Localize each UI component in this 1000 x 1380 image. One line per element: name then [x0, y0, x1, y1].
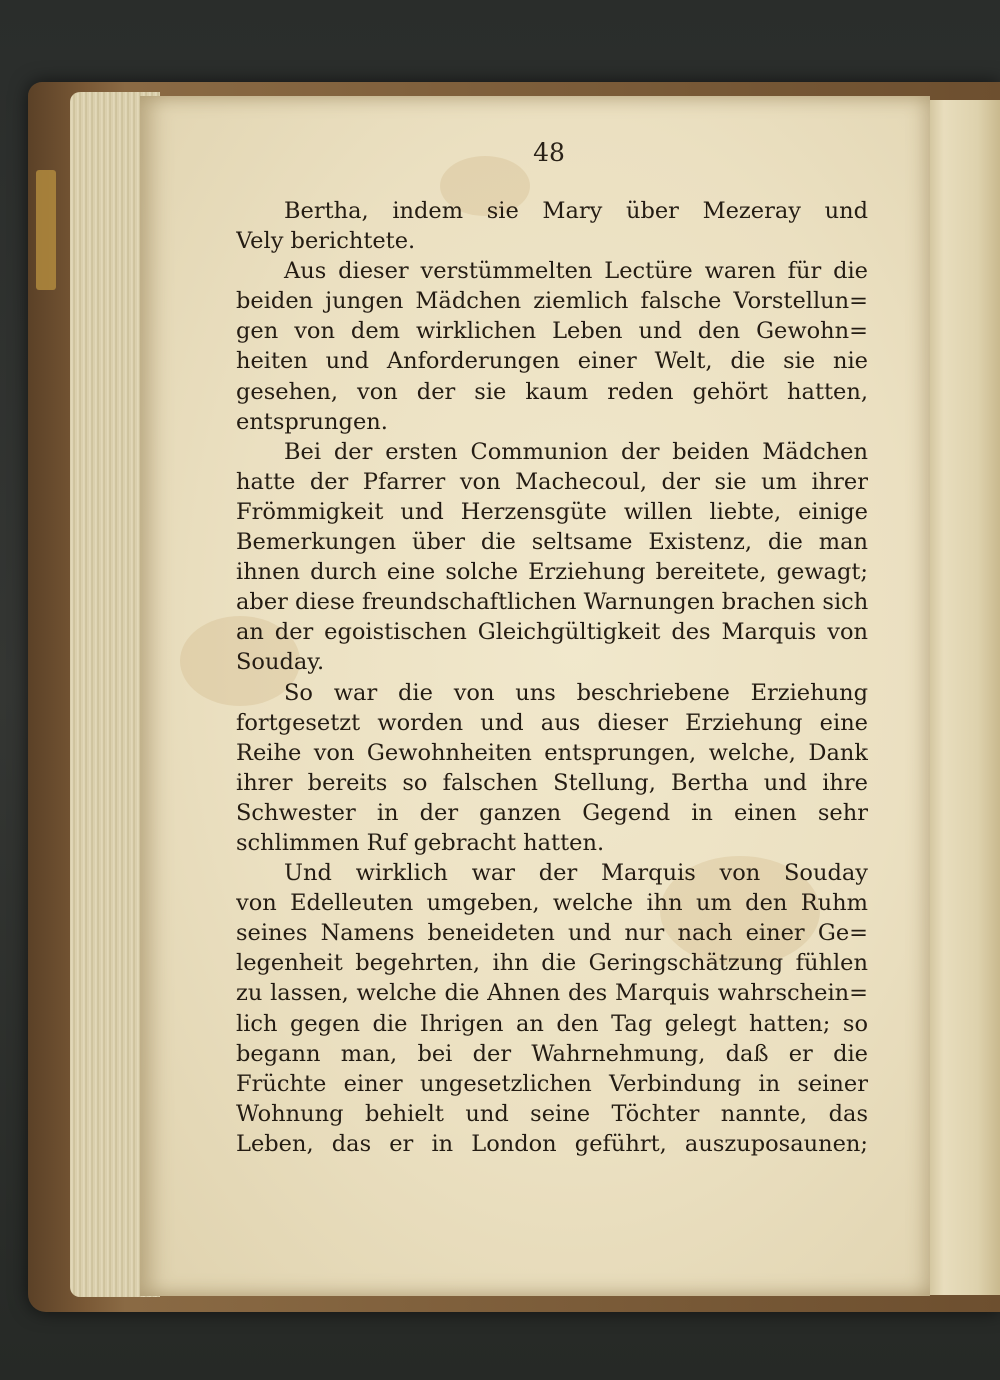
text-line: an der egoistischen Gleichgültigkeit des Marquis von: [236, 619, 868, 646]
text-line: entsprungen.: [236, 408, 388, 435]
text-line: ihnen durch eine solche Erziehung bereitete, gewagt;: [236, 559, 868, 586]
text-line: Aus dieser verstümmelten Lectüre waren für die: [284, 258, 868, 285]
text-line: gen von dem wirklichen Leben und den Gewohn=: [236, 318, 868, 345]
text-line: Früchte einer ungesetzlichen Verbindung in seiner: [236, 1070, 868, 1097]
text-line: Bertha, indem sie Mary über Mezeray und: [284, 198, 868, 224]
text-line: Souday.: [236, 649, 325, 676]
text-line: Vely berichtete.: [236, 228, 416, 255]
text-line: von Edelleuten umgeben, welche ihn um den Ruhm: [236, 890, 868, 917]
cover-worn-spot: [36, 170, 56, 290]
text-line: lich gegen die Ihrigen an den Tag gelegt hatten; so: [236, 1010, 868, 1037]
text-line: begann man, bei der Wahrnehmung, daß er die: [236, 1040, 868, 1067]
text-line: Und wirklich war der Marquis von Souday: [284, 860, 868, 887]
page-edges-right: [925, 100, 1000, 1295]
text-line: hatte der Pfarrer von Machecoul, der sie um ihrer: [236, 468, 868, 495]
text-line: Reihe von Gewohnheiten entsprungen, welche, Dank: [236, 739, 868, 766]
text-line: Wohnung behielt und seine Töchter nannte, das: [236, 1100, 868, 1127]
text-line: Leben, das er in London geführt, auszuposaunen;: [236, 1130, 868, 1157]
text-line: Frömmigkeit und Herzensgüte willen liebte, einige: [236, 498, 868, 525]
body-text: [236, 196, 868, 1159]
page-number: 48: [533, 138, 565, 167]
text-line: Schwester in der ganzen Gegend in einen sehr: [236, 799, 868, 826]
text-line: beiden jungen Mädchen ziemlich falsche Vorstellun=: [236, 288, 868, 315]
text-line: gesehen, von der sie kaum reden gehört hatten,: [236, 378, 868, 405]
text-line: heiten und Anforderungen einer Welt, die sie nie: [236, 348, 868, 375]
text-line: fortgesetzt worden und aus dieser Erziehung eine: [236, 709, 868, 736]
text-line: Bemerkungen über die seltsame Existenz, die man: [236, 529, 868, 556]
text-line: ihrer bereits so falschen Stellung, Bertha und ihre: [236, 769, 868, 796]
text-line: seines Namens beneideten und nur nach einer Ge=: [236, 920, 868, 947]
text-line: aber diese freundschaftlichen Warnungen brachen sich: [236, 589, 868, 616]
text-line: Bei der ersten Communion der beiden Mädchen: [284, 438, 868, 465]
text-line: legenheit begehrten, ihn die Geringschätzung fühlen: [236, 950, 868, 977]
text-line: schlimmen Ruf gebracht hatten.: [236, 829, 605, 856]
text-line: So war die von uns beschriebene Erziehung: [284, 679, 868, 706]
text-line: zu lassen, welche die Ahnen des Marquis wahrschein=: [236, 980, 868, 1007]
